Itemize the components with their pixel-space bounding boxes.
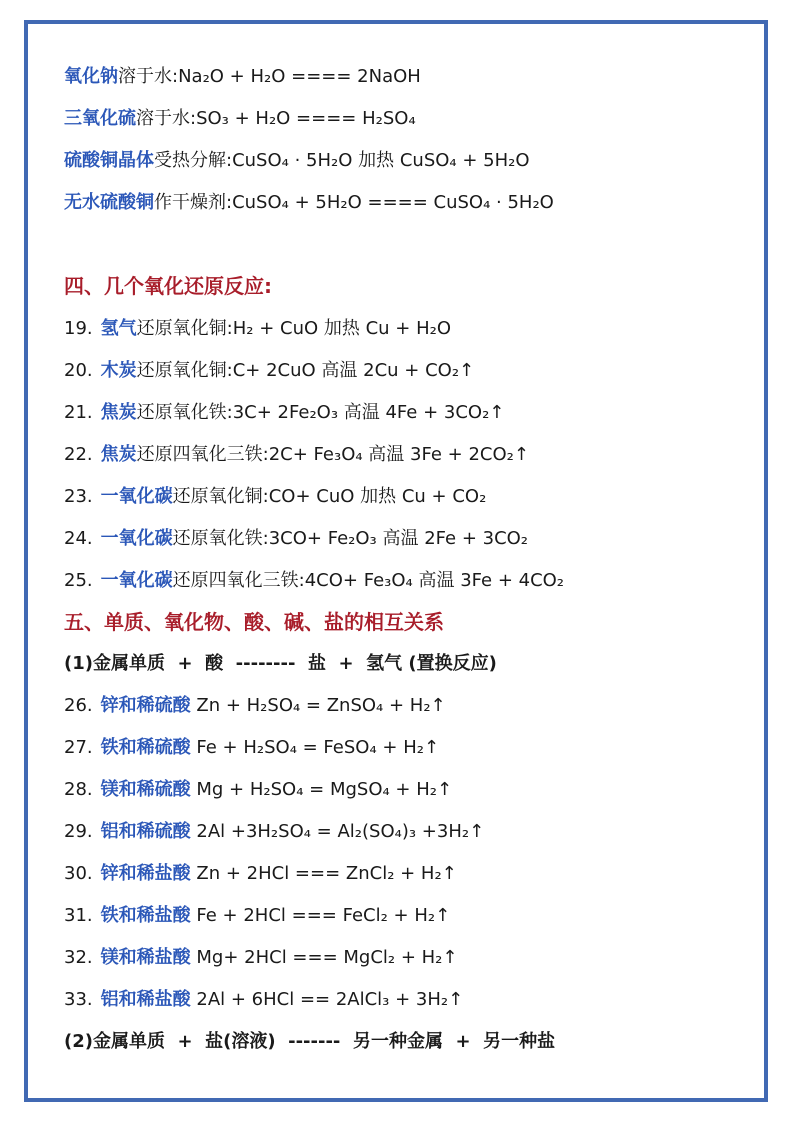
reactant-highlight: 铝和稀盐酸 — [100, 989, 191, 1010]
equation-line — [64, 693, 446, 719]
equation-line — [64, 945, 457, 971]
item-number: 32. — [64, 947, 93, 968]
chemical-equation: 3CO+ Fe₂O₃ 高温 2Fe + 3CO₂ — [268, 528, 529, 549]
subsection-title-metal-salt: (2)金属单质 + 盐(溶液) ------- 另一种金属 + 另一种盐 — [64, 1031, 556, 1052]
item-number: 25. — [64, 570, 93, 591]
reaction-description: 作干燥剂: — [154, 192, 233, 213]
equation-line — [64, 358, 474, 384]
reaction-description: 还原氧化铁: — [172, 528, 269, 549]
item-number: 20. — [64, 360, 93, 381]
page-border — [24, 20, 768, 1102]
reactant-highlight: 氢气 — [100, 318, 137, 339]
chemical-equation: C+ 2CuO 高温 2Cu + CO₂↑ — [232, 360, 475, 381]
equation-line — [64, 987, 463, 1013]
equation-line — [64, 190, 554, 216]
reaction-description: 还原四氧化三铁: — [172, 570, 305, 591]
chemical-equation: SO₃ + H₂O ==== H₂SO₄ — [196, 108, 416, 129]
reactant-highlight: 氧化钠 — [64, 66, 118, 87]
item-number: 30. — [64, 863, 93, 884]
equation-line — [64, 861, 457, 887]
reaction-description: 还原氧化铜: — [136, 360, 233, 381]
chemical-equation: 4CO+ Fe₃O₄ 高温 3Fe + 4CO₂ — [304, 570, 565, 591]
equation-line — [64, 903, 450, 929]
chemical-equation: Mg + H₂SO₄ = MgSO₄ + H₂↑ — [196, 779, 453, 800]
reactant-highlight: 锌和稀硫酸 — [100, 695, 191, 716]
item-number: 23. — [64, 486, 93, 507]
section-heading-relations: 五、单质、氧化物、酸、碱、盐的相互关系 — [64, 610, 444, 634]
chemical-equation: 3C+ 2Fe₂O₃ 高温 4Fe + 3CO₂↑ — [232, 402, 505, 423]
chemical-equation: 2C+ Fe₃O₄ 高温 3Fe + 2CO₂↑ — [268, 444, 529, 465]
reaction-description: 溶于水: — [118, 66, 179, 87]
subsection-title-metal-acid: (1)金属单质 + 酸 -------- 盐 + 氢气 (置换反应) — [64, 653, 497, 674]
reactant-highlight: 镁和稀硫酸 — [100, 779, 191, 800]
reactant-highlight: 一氧化碳 — [100, 570, 173, 591]
equation-line — [64, 735, 439, 761]
reactant-highlight: 无水硫酸铜 — [64, 192, 154, 213]
reaction-description: 溶于水: — [136, 108, 197, 129]
equation-line — [64, 64, 421, 90]
reactant-highlight: 一氧化碳 — [100, 486, 173, 507]
equation-line — [64, 484, 486, 510]
reaction-description: 还原四氧化三铁: — [136, 444, 269, 465]
item-number: 22. — [64, 444, 93, 465]
chemical-equation: Mg+ 2HCl === MgCl₂ + H₂↑ — [196, 947, 458, 968]
reactant-highlight: 三氧化硫 — [64, 108, 136, 129]
reactant-highlight: 硫酸铜晶体 — [64, 150, 154, 171]
item-number: 31. — [64, 905, 93, 926]
equation-line — [64, 106, 416, 132]
equation-line — [64, 316, 451, 342]
equation-line — [64, 568, 564, 594]
item-number: 19. — [64, 318, 93, 339]
equation-line — [64, 442, 529, 468]
reactant-highlight: 焦炭 — [100, 444, 137, 465]
reactant-highlight: 铁和稀盐酸 — [100, 905, 191, 926]
reactant-highlight: 一氧化碳 — [100, 528, 173, 549]
chemical-equation: 2Al + 6HCl == 2AlCl₃ + 3H₂↑ — [196, 989, 464, 1010]
equation-line — [64, 819, 484, 845]
chemical-equation: Na₂O + H₂O ==== 2NaOH — [178, 66, 421, 87]
reaction-description: 受热分解: — [154, 150, 233, 171]
reactant-highlight: 锌和稀盐酸 — [100, 863, 191, 884]
chemical-equation: Zn + 2HCl === ZnCl₂ + H₂↑ — [196, 863, 457, 884]
item-number: 33. — [64, 989, 93, 1010]
reaction-description: 还原氧化铁: — [136, 402, 233, 423]
chemical-equation: H₂ + CuO 加热 Cu + H₂O — [232, 318, 452, 339]
equation-line — [64, 777, 452, 803]
chemical-equation: CuSO₄ + 5H₂O ==== CuSO₄ · 5H₂O — [232, 192, 554, 213]
reaction-description: 还原氧化铜: — [172, 486, 269, 507]
item-number: 21. — [64, 402, 93, 423]
equation-line — [64, 526, 528, 552]
chemical-equation: Zn + H₂SO₄ = ZnSO₄ + H₂↑ — [196, 695, 446, 716]
item-number: 28. — [64, 779, 93, 800]
reactant-highlight: 铁和稀硫酸 — [100, 737, 191, 758]
chemical-equation: CuSO₄ · 5H₂O 加热 CuSO₄ + 5H₂O — [232, 150, 530, 171]
reactant-highlight: 铝和稀硫酸 — [100, 821, 191, 842]
chemical-equation: CO+ CuO 加热 Cu + CO₂ — [268, 486, 487, 507]
section-heading-redox: 四、几个氧化还原反应: — [64, 274, 272, 298]
reaction-description: 还原氧化铜: — [136, 318, 233, 339]
reactant-highlight: 焦炭 — [100, 402, 137, 423]
equation-line — [64, 400, 504, 426]
item-number: 29. — [64, 821, 93, 842]
chemical-equation: Fe + H₂SO₄ = FeSO₄ + H₂↑ — [196, 737, 440, 758]
equation-line — [64, 148, 530, 174]
reactant-highlight: 木炭 — [100, 360, 137, 381]
reactant-highlight: 镁和稀盐酸 — [100, 947, 191, 968]
chemical-equation: 2Al +3H₂SO₄ = Al₂(SO₄)₃ +3H₂↑ — [196, 821, 485, 842]
chemical-equation: Fe + 2HCl === FeCl₂ + H₂↑ — [196, 905, 451, 926]
item-number: 24. — [64, 528, 93, 549]
item-number: 26. — [64, 695, 93, 716]
item-number: 27. — [64, 737, 93, 758]
